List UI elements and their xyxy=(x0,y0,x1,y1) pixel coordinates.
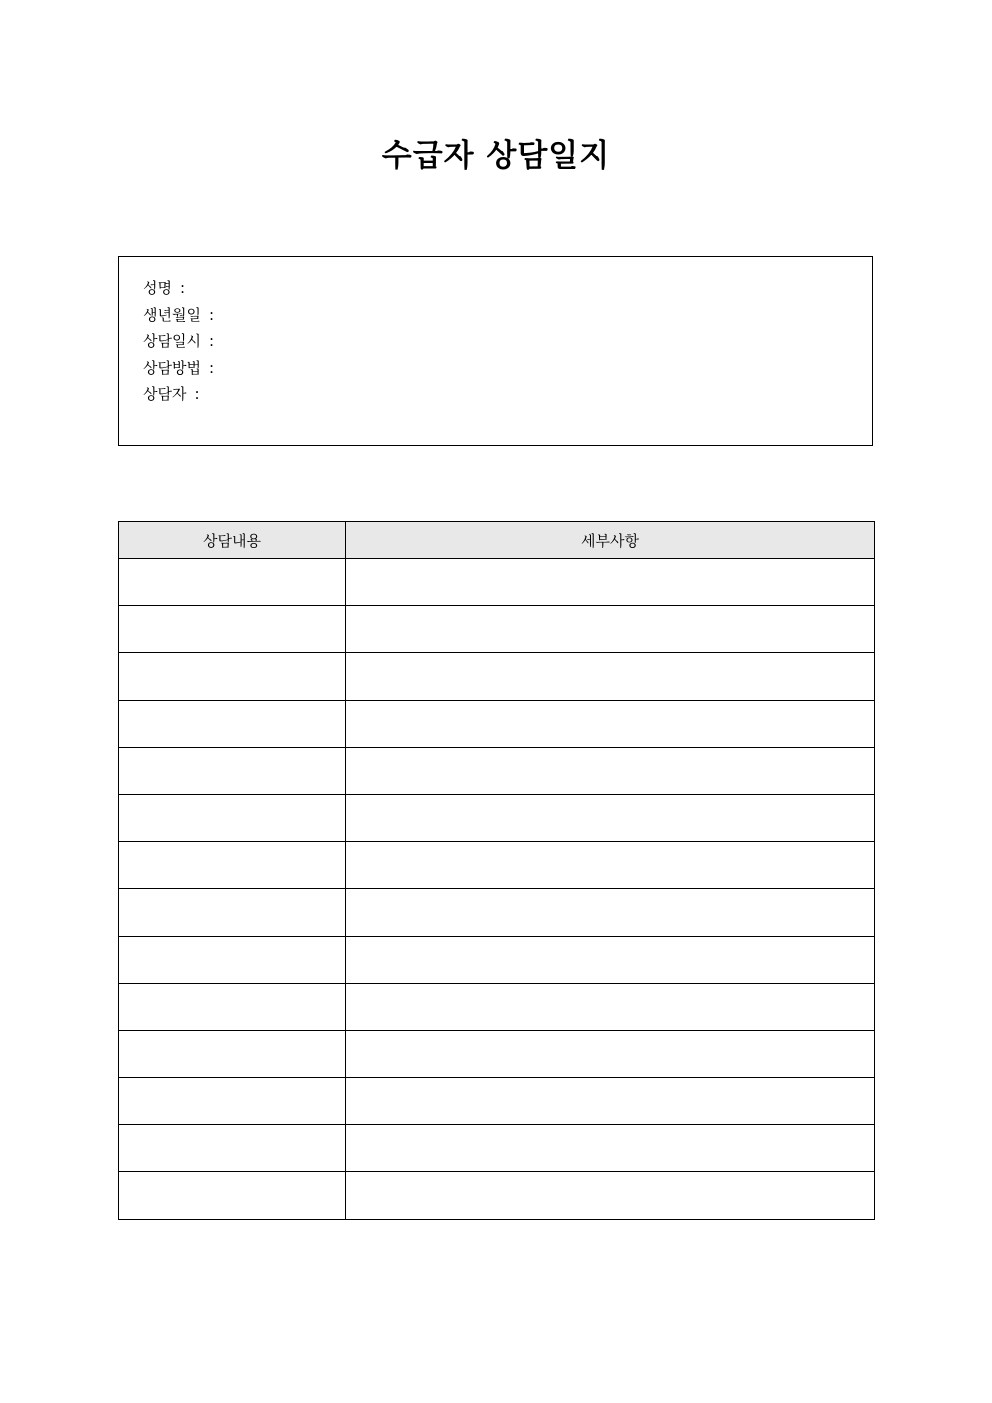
table-row xyxy=(119,1078,875,1125)
info-field-counselor xyxy=(143,381,872,408)
table-row xyxy=(119,794,875,841)
table-row xyxy=(119,559,875,606)
info-label: 상담자 xyxy=(143,385,187,403)
cell-counseling-content[interactable] xyxy=(119,606,346,653)
cell-details[interactable] xyxy=(346,889,875,936)
cell-details[interactable] xyxy=(346,842,875,889)
table-row xyxy=(119,1030,875,1077)
table-row xyxy=(119,936,875,983)
table-row xyxy=(119,983,875,1030)
info-separator: : xyxy=(194,385,200,403)
cell-details[interactable] xyxy=(346,936,875,983)
info-field-datetime xyxy=(143,328,872,355)
cell-details[interactable] xyxy=(346,606,875,653)
table-row xyxy=(119,653,875,700)
header-details: 세부사항 xyxy=(346,522,875,559)
cell-details[interactable] xyxy=(346,747,875,794)
table-row xyxy=(119,1125,875,1172)
table-row xyxy=(119,889,875,936)
cell-details[interactable] xyxy=(346,700,875,747)
info-separator: : xyxy=(208,332,215,350)
recipient-info-box xyxy=(118,256,873,446)
table-row xyxy=(119,700,875,747)
table-row xyxy=(119,747,875,794)
page-title: 수급자 상담일지 xyxy=(381,138,611,174)
cell-counseling-content[interactable] xyxy=(119,559,346,606)
cell-details[interactable] xyxy=(346,983,875,1030)
table-body xyxy=(119,559,875,1220)
info-label: 성명 xyxy=(143,279,172,297)
cell-counseling-content[interactable] xyxy=(119,700,346,747)
cell-counseling-content[interactable] xyxy=(119,889,346,936)
info-separator: : xyxy=(208,358,215,377)
info-label: 생년월일 xyxy=(143,305,201,324)
info-field-birthdate xyxy=(143,302,872,329)
cell-counseling-content[interactable] xyxy=(119,1078,346,1125)
cell-details[interactable] xyxy=(346,1172,875,1219)
info-label: 상담일시 xyxy=(143,332,201,350)
counseling-table xyxy=(118,521,875,1220)
cell-counseling-content[interactable] xyxy=(119,842,346,889)
table-row xyxy=(119,842,875,889)
cell-counseling-content[interactable] xyxy=(119,794,346,841)
cell-details[interactable] xyxy=(346,1125,875,1172)
cell-details[interactable] xyxy=(346,794,875,841)
info-field-method xyxy=(143,355,872,382)
cell-details[interactable] xyxy=(346,1030,875,1077)
info-separator: : xyxy=(179,279,186,297)
cell-details[interactable] xyxy=(346,559,875,606)
cell-counseling-content[interactable] xyxy=(119,1125,346,1172)
cell-details[interactable] xyxy=(346,653,875,700)
cell-counseling-content[interactable] xyxy=(119,936,346,983)
cell-counseling-content[interactable] xyxy=(119,747,346,794)
info-separator: : xyxy=(208,305,215,324)
cell-counseling-content[interactable] xyxy=(119,653,346,700)
header-counseling-content: 상담내용 xyxy=(119,522,346,559)
cell-counseling-content[interactable] xyxy=(119,983,346,1030)
table-row xyxy=(119,1172,875,1219)
cell-details[interactable] xyxy=(346,1078,875,1125)
table-row xyxy=(119,606,875,653)
cell-counseling-content[interactable] xyxy=(119,1030,346,1077)
info-field-name xyxy=(143,275,872,302)
info-label: 상담방법 xyxy=(143,358,201,377)
table-header-row xyxy=(119,522,875,559)
cell-counseling-content[interactable] xyxy=(119,1172,346,1219)
